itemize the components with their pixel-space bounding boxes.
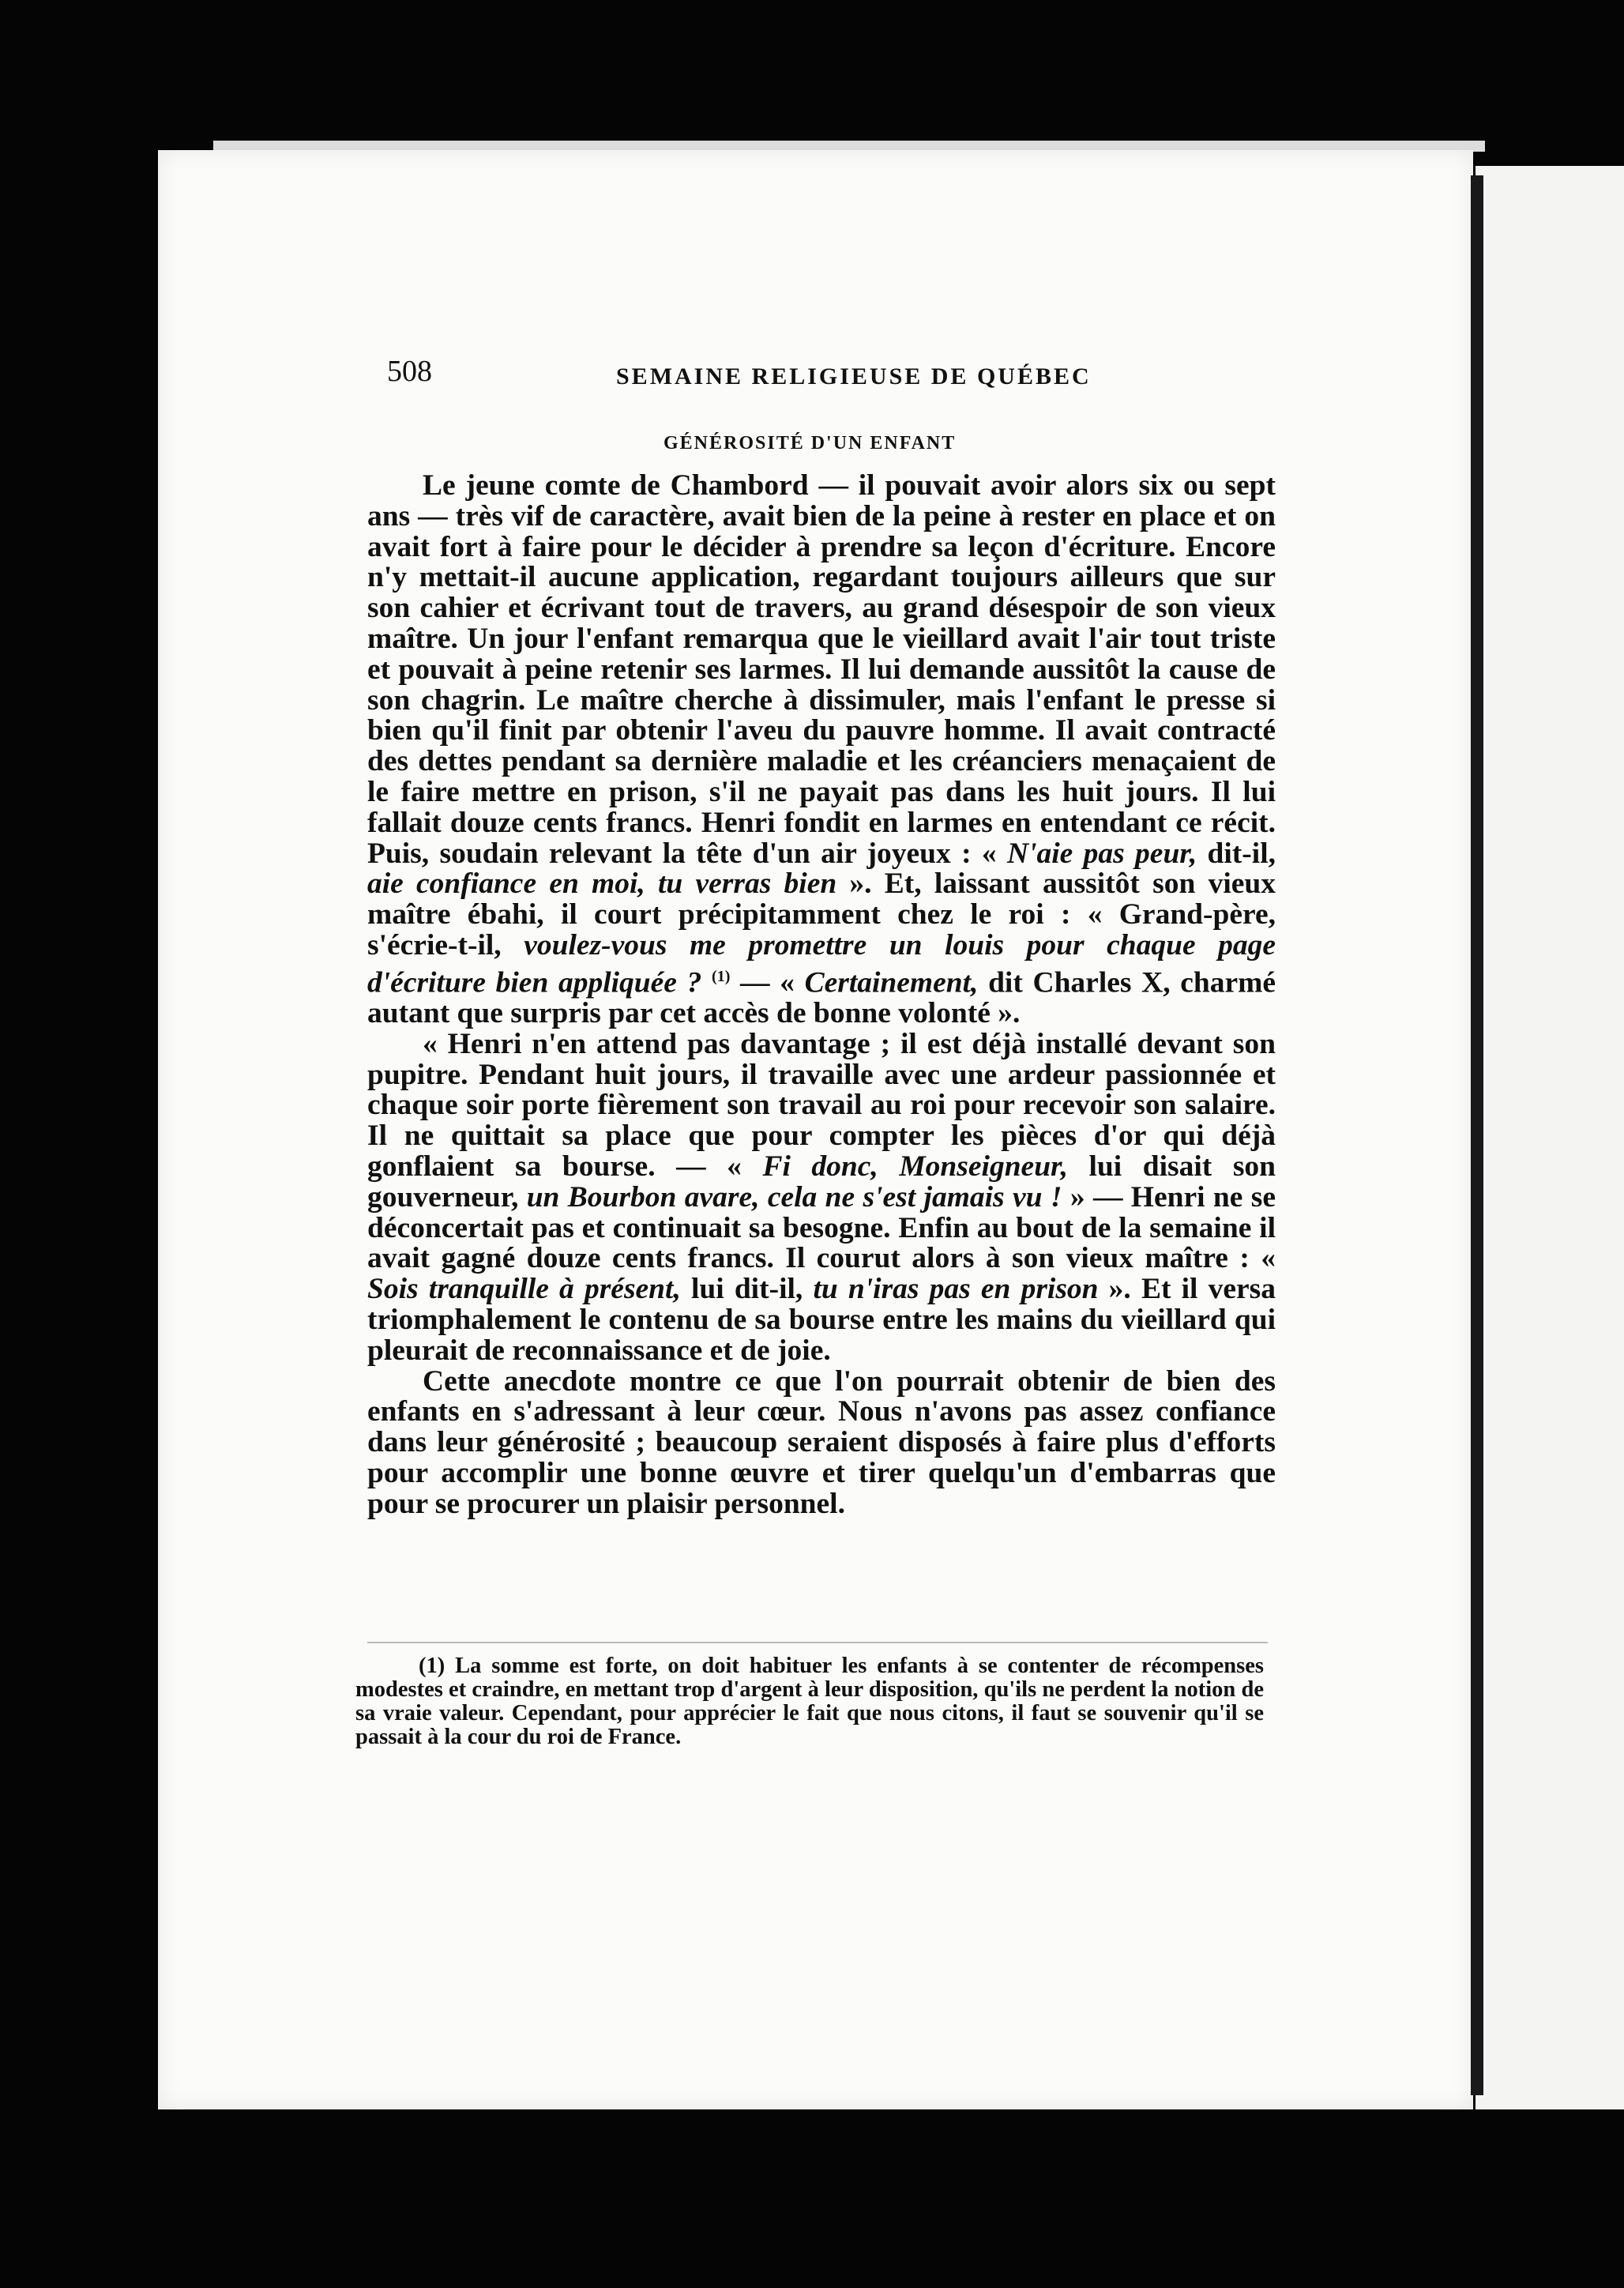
facing-page-edge (1476, 166, 1624, 2109)
paragraph-2: « Henri n'en attend pas davantage ; il est déjà installé devant son pupitre. Pendant huit jours, il travaille avec une ardeur passionnée et chaque soir porte fièrement son travail au roi pour recevoir son salaire. Il ne quittait sa place que pour compter les pièces d'or qui déjà gonflaient sa bourse. — « Fi donc, Monseigneur, lui disait son gouverneur, un Bourbon avare, cela ne s'est jamais vu ! » — Henri ne se déconcertait pas et continuait sa besogne. Enfin au bout de la semaine il avait gagné douze cents francs. Il courut alors à son vieux maître : « Sois tranquille à présent, lui dit-il, tu n'iras pas en prison ». Et il versa triomphalement le contenu de sa bourse entre les mains du vieillard qui pleurait de reconnaissance et de joie. (367, 1027, 1276, 1367)
article-body (367, 471, 1276, 1520)
footnote-reference: (1) (712, 967, 731, 985)
footnote-text: (1) La somme est forte, on doit habituer les enfants à se contenter de récompenses modestes et craindre, en mettant trop d'argent à leur disposition, qu'ils ne perdent la notion de sa vraie valeur. Cependant, pour apprécier le fait que nous citons, il faut se souvenir qu'il se passait à la cour du roi de France. (355, 1654, 1264, 1749)
article-title: GÉNÉROSITÉ D'UN ENFANT (664, 433, 957, 453)
page-header (387, 354, 1295, 393)
book-binding (1471, 175, 1483, 2095)
footnote-rule (367, 1642, 1268, 1643)
running-head: SEMAINE RELIGIEUSE DE QUÉBEC (616, 363, 1092, 389)
page-number: 508 (387, 355, 432, 388)
footnote (355, 1654, 1264, 1749)
paragraph-1: Le jeune comte de Chambord — il pouvait avoir alors six ou sept ans — très vif de caractère, avait bien de la peine à rester en place et on avait fort à faire pour le décider à prendre sa leçon d'écriture. Encore n'y mettait-il aucune application, regardant toujours ailleurs que sur son cahier et écrivant tout de travers, au grand désespoir de son vieux maître. Un jour l'enfant remarqua que le vieillard avait l'air tout triste et pouvait à peine retenir ses larmes. Il lui demande aussitôt la cause de son chagrin. Le maître cherche à dissimuler, mais l'enfant le presse si bien qu'il finit par obtenir l'aveu du pauvre homme. Il avait contracté des dettes pendant sa dernière maladie et les créanciers menaçaient de le faire mettre en prison, s'il ne payait pas dans les huit jours. Il lui fallait douze cents francs. Henri fondit en larmes en entendant ce récit. Puis, soudain relevant la tête d'un air joyeux : « N'aie pas peur, dit-il, aie confiance en moi, tu verras bien ». Et, laissant aussitôt son vieux maître ébahi, il court précipitamment chez le roi : « Grand-père, s'écrie-t-il, voulez-vous me promettre un louis pour chaque page d'écriture bien appliquée ? $^{(1)}$ — « Certainement, dit Charles X, charmé autant que surpris par cet accès de bonne volonté ». (367, 469, 1276, 1030)
paragraph-3: Cette anecdote montre ce que l'on pourrait obtenir de bien des enfants en s'adressant à leur cœur. Nous n'avons pas assez confiance dans leur générosité ; beaucoup seraient disposés à faire plus d'efforts pour accomplir une bonne œuvre et tirer quelqu'un d'embarras que pour se procurer un plaisir personnel. (367, 1364, 1276, 1520)
